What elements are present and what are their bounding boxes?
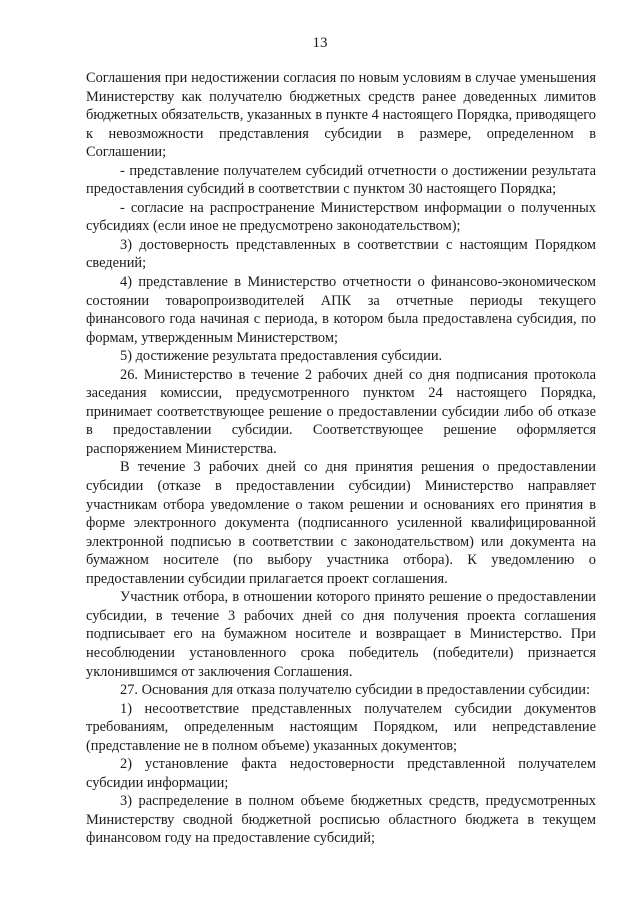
paragraph-refusal-2: 2) установление факта недостоверности представленной получателем субсидии информации; [86,756,596,791]
paragraph-consent-item: - согласие на распространение Министерством информации о полученных субсидиях (если иное не предусмотрено законодательством); [86,199,596,235]
paragraph-clause-26: 26. Министерство в течение 2 рабочих дней со дня подписания протокола заседания комиссии, предусмотренного пунктом 24 настоящего Порядка, принимает соответствующее решение о предоставлении субсидии либо об отказе в предоставлении субсидии. Соответствующее решение оформляется распоряжением Министерства. [86,366,596,457]
paragraph-item-4: 4) представление в Министерство отчетности о финансово-экономическом состоянии товаропроизводителей АПК за отчетные периоды текущего финансового года начиная с периода, в котором была предоставлена субсидия, по формам, утвержденным Министерством; [86,274,596,346]
paragraph-reporting-item: - представление получателем субсидий отчетности о достижении результата предоставления субсидий в соответствии с пунктом 30 настоящего Порядка; [86,162,596,198]
paragraph-clause-27: 27. Основания для отказа получателю субсидии в предоставлении субсидии: [120,682,591,699]
paragraph-participant: Участник отбора, в отношении которого принято решение о предоставлении субсидии, в течение 3 рабочих дней со дня получения проекта соглашения подписывает его на бумажном носителе и возвращает в Министерство. При несоблюдении установленного срока победитель (победители) признается уклонившимся от заключения Соглашения. [86,589,596,680]
paragraph-refusal-3: 3) распределение в полном объеме бюджетных средств, предусмотренных Министерству сводной бюджетной росписью областного бюджета в текущем финансовом году на предоставление субсидий; [86,793,596,847]
document-body [86,69,596,848]
paragraph-refusal-1: 1) несоответствие представленных получателем субсидии документов требованиям, определенным настоящим Порядком, или непредставление (представление не в полном объеме) указанных документов; [86,700,596,754]
paragraph-item-5: 5) достижение результата предоставления субсидии. [120,348,443,365]
paragraph-agreement-continuation: Соглашения при недостижении согласия по новым условиям в случае уменьшения Министерству как получателю бюджетных средств ранее доведенных лимитов бюджетных обязательств, указанных в пункте 4 настоящего Порядка, приводящего к невозможности представления субсидии в размере, определенном в Соглашении; [86,70,596,161]
page-number: 13 [312,35,328,51]
paragraph-notification: В течение 3 рабочих дней со дня принятия решения о предоставлении субсидии (отказе в предоставлении субсидии) Министерство направляет участникам отбора уведомление о таком решении и основаниях его принятия в форме электронного документа (подписанного усиленной квалифицированной электронной подписью в соответствии с законодательством) или документа на бумажном носителе (по выбору участника отбора). К уведомлению о предоставлении субсидии прилагается проект соглашения. [86,459,596,587]
paragraph-item-3: 3) достоверность представленных в соответствии с настоящим Порядком сведений; [86,236,596,272]
